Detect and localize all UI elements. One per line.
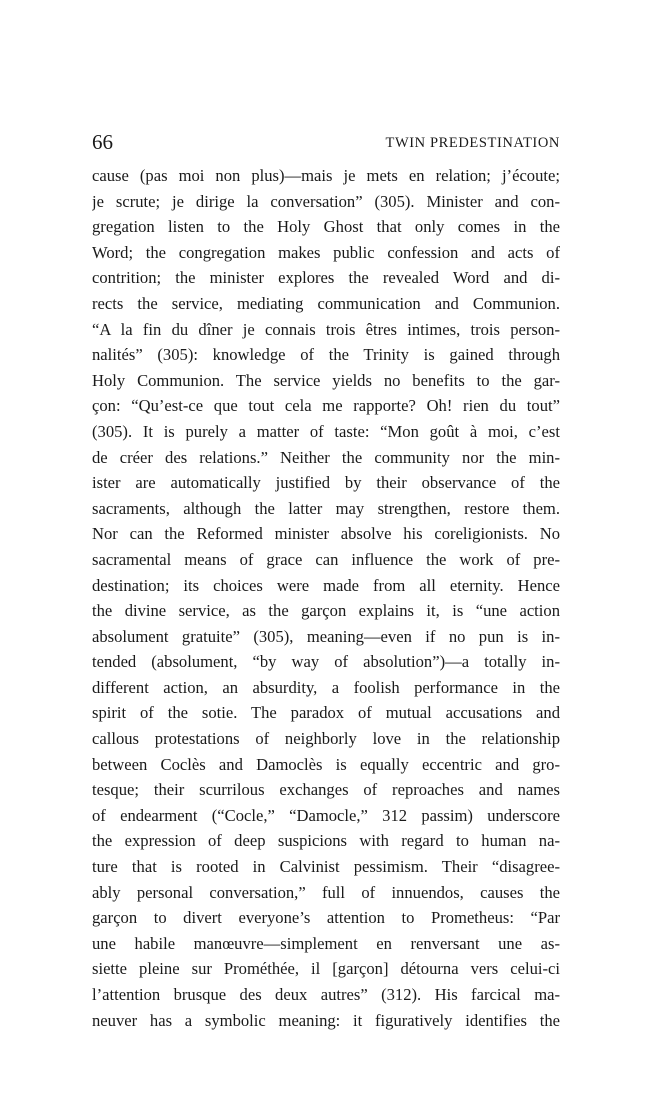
text-line: l’attention brusque des deux autres” (312). His farcical ma- — [92, 985, 560, 1004]
text-line: different action, an absurdity, a foolish performance in the — [92, 677, 560, 697]
text-line: sacraments, although the latter may strengthen, restore them. — [92, 498, 560, 518]
text-line: absolument gratuite” (305), meaning—even if no pun is in- — [92, 626, 560, 646]
text-line: callous protestations of neighborly love in the relationship — [92, 729, 560, 749]
text-line: garçon to divert everyone’s attention to Prometheus: “Par — [92, 908, 560, 928]
text-line: ture that is rooted in Calvinist pessimism. Their “disagree- — [92, 857, 560, 877]
page-number: 66 — [92, 130, 113, 154]
text-line: Nor can the Reformed minister absolve his coreligionists. No — [92, 524, 560, 544]
chapter-title: TWIN PREDESTINATION — [385, 135, 560, 151]
text-line: çon: “Qu’est-ce que tout cela me rapporte? Oh! rien du tout” — [92, 396, 560, 416]
text-line: de créer des relations.” Neither the community nor the min- — [92, 447, 560, 467]
text-line: siette pleine sur Prométhée, il [garçon] détourna vers celui-ci — [92, 959, 560, 979]
text-line: the divine service, as the garçon explains it, is “une action — [92, 601, 560, 621]
text-line: contrition; the minister explores the revealed Word and di- — [92, 268, 560, 288]
text-line: gregation listen to the Holy Ghost that only comes in the — [92, 217, 560, 237]
text-line: cause (pas moi non plus)—mais je mets en relation; j’écoute; — [92, 166, 560, 185]
text-line: ister are automatically justified by their observance of the — [92, 473, 560, 493]
text-line: Holy Communion. The service yields no benefits to the gar- — [92, 370, 560, 390]
text-line: tended (absolument, “by way of absolution”)—a totally in- — [92, 652, 560, 672]
text-line: je scrute; je dirige la conversation” (305). Minister and con- — [92, 191, 560, 211]
text-line: destination; its choices were made from all eternity. Hence — [92, 575, 560, 595]
text-line: sacramental means of grace can influence the work of pre- — [92, 549, 560, 569]
text-line: rects the service, mediating communication and Communion. — [92, 293, 560, 313]
running-head — [92, 128, 560, 156]
text-line: spirit of the sotie. The paradox of mutual accusations and — [92, 703, 560, 723]
text-line: “A la fin du dîner je connais trois êtres intimes, trois person- — [92, 319, 560, 339]
text-line: between Coclès and Damoclès is equally eccentric and gro- — [92, 754, 560, 774]
text-line: neuver has a symbolic meaning: it figuratively identifies the — [92, 1010, 560, 1030]
text-line: (305). It is purely a matter of taste: “Mon goût à moi, c’est — [92, 421, 560, 441]
text-line: of endearment (“Cocle,” “Damocle,” 312 passim) underscore — [92, 805, 560, 825]
text-line: nalités” (305): knowledge of the Trinity is gained through — [92, 345, 560, 365]
text-line: the expression of deep suspicions with regard to human na- — [92, 831, 560, 851]
text-line: une habile manœuvre—simplement en renversant une as- — [92, 933, 560, 953]
text-line: Word; the congregation makes public confession and acts of — [92, 242, 560, 262]
text-line: tesque; their scurrilous exchanges of reproaches and names — [92, 780, 560, 800]
text-line: ably personal conversation,” full of innuendos, causes the — [92, 882, 560, 902]
body-text — [92, 163, 560, 1033]
